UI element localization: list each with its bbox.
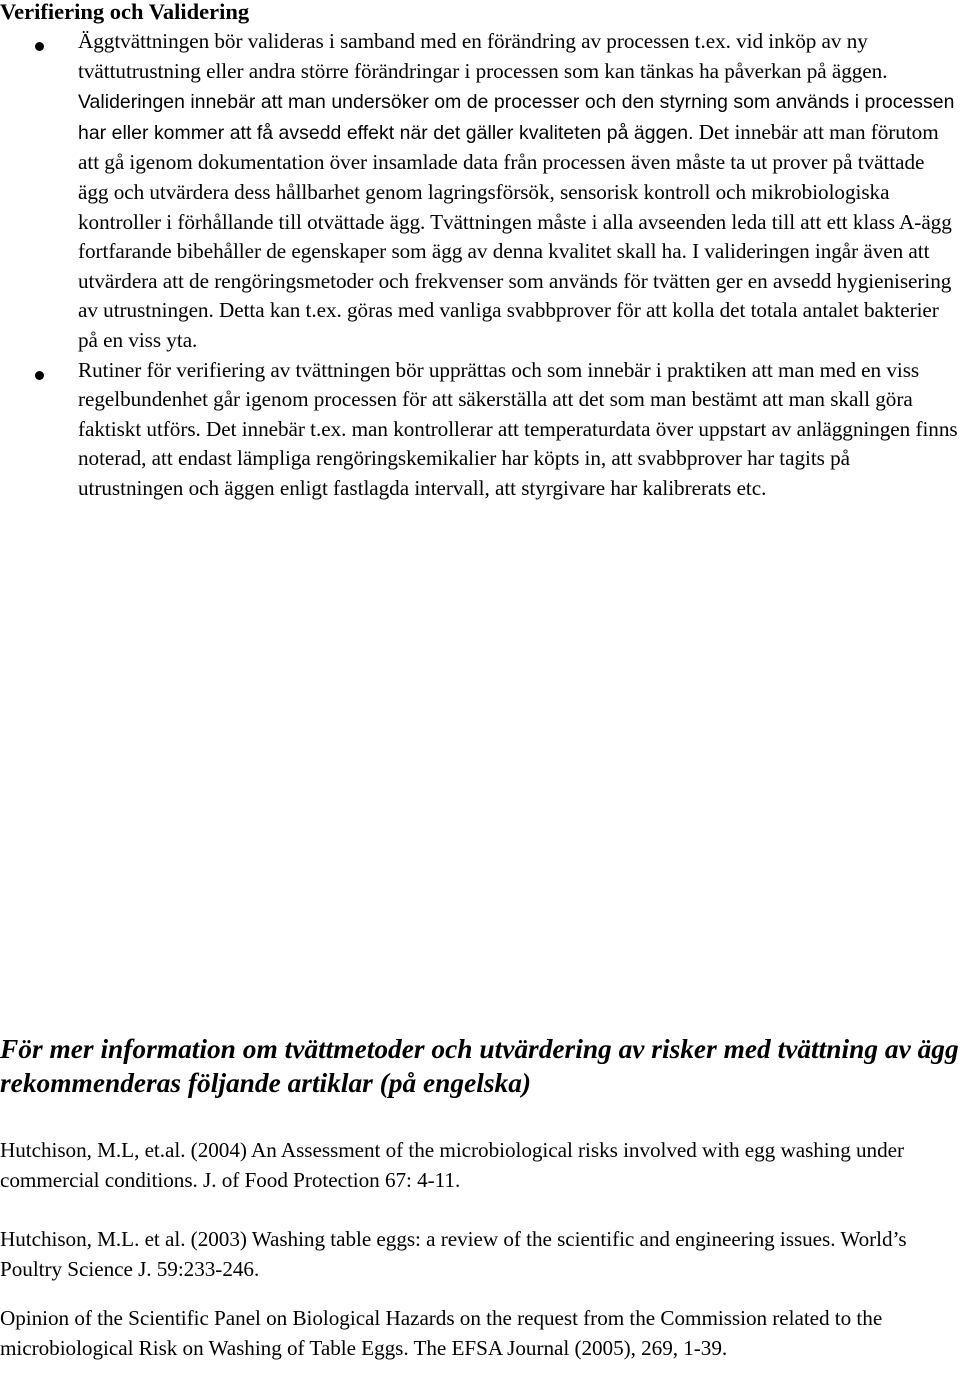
bullet-text-rest: Det innebär att man förutom att gå igenom dokumentation över insamlade data från processen även måste ta ut prover på tvättade ägg och utvärdera dess hållbarhet genom lagringsförsök, sensorisk kontroll och mikrobiologiska kontroller i förhållande till otvättade ägg. Tvättningen måste i alla avseenden leda till att ett klass A-ägg fortfarande bibehåller de egenskaper som ägg av denna kvalitet skall ha. I valideringen ingår även att utvärdera att de rengöringsmetoder och frekvenser som används för tvätten ger en avsedd hygienisering av utrustningen. Detta kan t.ex. göras med vanliga svabbprover för att kolla det totala antalet bakterier på en viss yta.	[78, 119, 952, 352]
bullet-dot-icon	[35, 371, 44, 380]
bullet-text-intro: Rutiner för verifiering av tvättningen bör upprättas och som innebär i praktiken att man med en viss regelbundenhet går igenom processen för att säkerställa att det som man bestämt att man skall göra faktiskt utförs. Det innebär t.ex. man kontrollerar att temperaturdata över uppstart av anläggningen finns noterad, att endast lämpliga rengöringskemikalier har köpts in, att svabbprover har tagits på utrustningen och äggen enligt fastlagda intervall, att styrgivare har kalibrerats etc.	[78, 357, 958, 500]
reference-item: Opinion of the Scientific Panel on Biological Hazards on the request from the Commission related to the microbiological Risk on Washing of Table Eggs. The EFSA Journal (2005), 269, 1-39.	[0, 1306, 883, 1360]
bullet-text-sans: Valideringen innebär att man undersöker om de processer och den styrning som används i processen har eller kommer att få avsedd effekt när det gäller kvaliteten på äggen.	[78, 91, 955, 144]
bullet-dot-icon	[35, 42, 44, 51]
bullet-paragraph	[78, 27, 960, 356]
bullet-list	[0, 27, 960, 504]
bullet-text-intro: Äggtvättningen bör valideras i samband med en förändring av processen t.ex. vid inköp av ny tvättutrustning eller andra större förändringar i processen som kan tänkas ha påverkan på äggen.	[78, 29, 888, 83]
bullet-paragraph	[78, 356, 960, 504]
bullet-item-validation	[0, 27, 960, 356]
section-heading: Verifiering och Validering	[0, 0, 250, 24]
bullet-item-verification	[0, 356, 960, 504]
reference-item: Hutchison, M.L. et al. (2003) Washing table eggs: a review of the scientific and engineering issues. World’s Poultry Science J. 59:233-246.	[0, 1227, 907, 1281]
reference-item: Hutchison, M.L, et.al. (2004) An Assessment of the microbiological risks involved with egg washing under commercial conditions. J. of Food Protection 67: 4-11.	[0, 1138, 904, 1192]
references-heading: För mer information om tvättmetoder och utvärdering av risker med tvättning av ägg rekommenderas följande artiklar (på engelska)	[0, 1034, 959, 1098]
